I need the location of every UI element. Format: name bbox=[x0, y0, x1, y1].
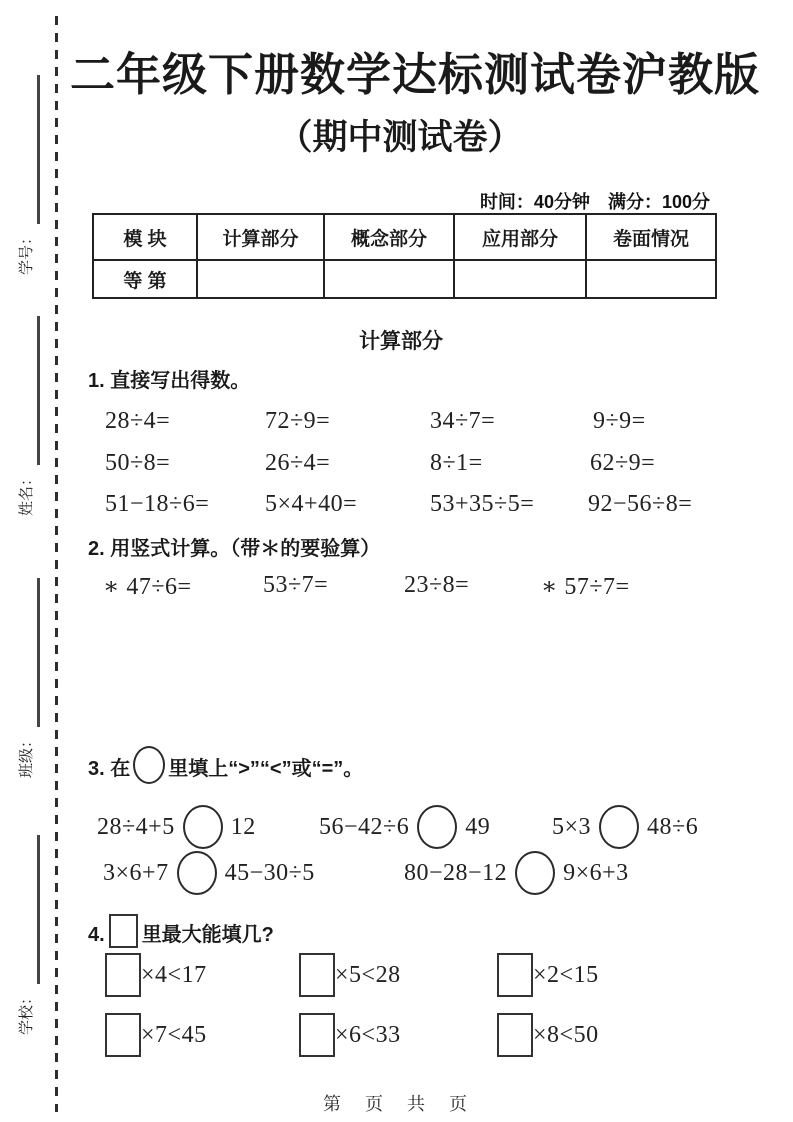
comparison-left: 28÷4+5 bbox=[97, 813, 175, 840]
comparison-circle bbox=[183, 805, 223, 849]
box-expression: ×6<33 bbox=[335, 1021, 401, 1048]
score-cell-apply bbox=[454, 260, 586, 298]
score-header-apply: 应用部分 bbox=[454, 214, 586, 260]
class-blank bbox=[37, 578, 40, 727]
score-cell-neatness bbox=[586, 260, 716, 298]
comparison-circle bbox=[177, 851, 217, 895]
seal-entry-name bbox=[13, 316, 37, 516]
math-problem: 28÷4= bbox=[105, 408, 171, 434]
score-header-concept: 概念部分 bbox=[324, 214, 454, 260]
math-problem: 53÷7= bbox=[263, 572, 329, 598]
score-header-calc: 计算部分 bbox=[197, 214, 324, 260]
box-problem bbox=[497, 1012, 599, 1058]
comparison-circle bbox=[599, 805, 639, 849]
math-problem: 5×4+40= bbox=[265, 491, 358, 517]
answer-box bbox=[299, 953, 335, 997]
math-problem: 34÷7= bbox=[430, 408, 496, 434]
comparison-circle bbox=[515, 851, 555, 895]
name-blank bbox=[37, 316, 40, 465]
student-id-blank bbox=[37, 75, 40, 224]
comparison-problem bbox=[97, 804, 256, 850]
math-problem: 53+35÷5= bbox=[430, 491, 535, 517]
box-problem bbox=[105, 952, 207, 998]
question-4-label bbox=[88, 914, 274, 948]
comparison-right: 12 bbox=[230, 813, 256, 840]
seal-dashed-line bbox=[55, 16, 58, 1112]
question-3-label-suffix: 里填上“>”“<”或“=”。 bbox=[168, 758, 364, 780]
math-problem: 26÷4= bbox=[265, 450, 331, 476]
comparison-left: 56−42÷6 bbox=[319, 813, 410, 840]
question-1-label: 1. 直接写出得数。 bbox=[88, 370, 251, 392]
math-problem: 72÷9= bbox=[265, 408, 331, 434]
exam-meta: 时间：40分钟 满分：100分 bbox=[479, 192, 710, 212]
comparison-right: 48÷6 bbox=[647, 813, 699, 840]
score-cell-concept bbox=[324, 260, 454, 298]
seal-entry-class bbox=[13, 578, 37, 778]
answer-box bbox=[497, 953, 533, 997]
page-footer: 第 页 共 页 bbox=[323, 1094, 470, 1114]
page-title: 二年级下册数学达标测试卷沪教版 bbox=[70, 49, 761, 100]
comparison-left: 80−28−12 bbox=[404, 859, 508, 886]
comparison-problem bbox=[404, 850, 629, 896]
box-expression: ×5<28 bbox=[335, 961, 401, 988]
class-label: 班级： bbox=[17, 732, 35, 778]
student-id-label: 学号： bbox=[17, 229, 35, 275]
seal-entry-student-id bbox=[13, 75, 37, 275]
comparison-problem bbox=[319, 804, 490, 850]
question-2-label: 2. 用竖式计算。（带＊的要验算） bbox=[88, 538, 381, 560]
name-label: 姓名： bbox=[17, 470, 35, 516]
math-problem: ∗ 57÷7= bbox=[541, 574, 630, 600]
box-problem bbox=[299, 1012, 401, 1058]
score-row-label: 等 第 bbox=[93, 260, 197, 298]
answer-box bbox=[105, 1013, 141, 1057]
comparison-problem bbox=[552, 804, 698, 850]
comparison-problem bbox=[103, 850, 315, 896]
box-expression: ×2<15 bbox=[533, 961, 599, 988]
math-problem: 8÷1= bbox=[430, 450, 483, 476]
score-header-module: 模 块 bbox=[93, 214, 197, 260]
school-label: 学校： bbox=[17, 989, 35, 1035]
score-header-neatness: 卷面情况 bbox=[586, 214, 716, 260]
comparison-circle bbox=[133, 746, 165, 784]
score-cell-calc bbox=[197, 260, 324, 298]
math-problem: 92−56÷8= bbox=[588, 491, 693, 517]
box-expression: ×4<17 bbox=[141, 961, 207, 988]
math-problem: 62÷9= bbox=[590, 450, 656, 476]
math-problem: 23÷8= bbox=[404, 572, 470, 598]
comparison-right: 45−30÷5 bbox=[224, 859, 315, 886]
answer-box bbox=[299, 1013, 335, 1057]
comparison-right: 9×6+3 bbox=[563, 859, 629, 886]
math-problem: 9÷9= bbox=[593, 408, 646, 434]
comparison-right: 49 bbox=[465, 813, 491, 840]
question-4-label-suffix: 里最大能填几? bbox=[141, 924, 274, 946]
section-title: 计算部分 bbox=[359, 330, 443, 353]
comparison-left: 3×6+7 bbox=[103, 859, 169, 886]
math-problem: 50÷8= bbox=[105, 450, 171, 476]
comparison-circle bbox=[417, 805, 457, 849]
answer-box bbox=[497, 1013, 533, 1057]
question-3-label-prefix: 3. 在 bbox=[88, 758, 131, 780]
question-3-label bbox=[88, 746, 363, 784]
answer-box bbox=[105, 953, 141, 997]
page-subtitle: （期中测试卷） bbox=[277, 118, 523, 157]
seal-entry-school bbox=[13, 835, 37, 1035]
comparison-left: 5×3 bbox=[552, 813, 592, 840]
box-problem bbox=[105, 1012, 207, 1058]
question-4-label-prefix: 4. bbox=[88, 924, 105, 946]
school-blank bbox=[37, 835, 40, 984]
score-table bbox=[92, 213, 717, 299]
math-problem: 51−18÷6= bbox=[105, 491, 210, 517]
box-problem bbox=[299, 952, 401, 998]
answer-box bbox=[109, 914, 138, 948]
box-expression: ×7<45 bbox=[141, 1021, 207, 1048]
math-problem: ∗ 47÷6= bbox=[103, 574, 192, 600]
box-problem bbox=[497, 952, 599, 998]
box-expression: ×8<50 bbox=[533, 1021, 599, 1048]
